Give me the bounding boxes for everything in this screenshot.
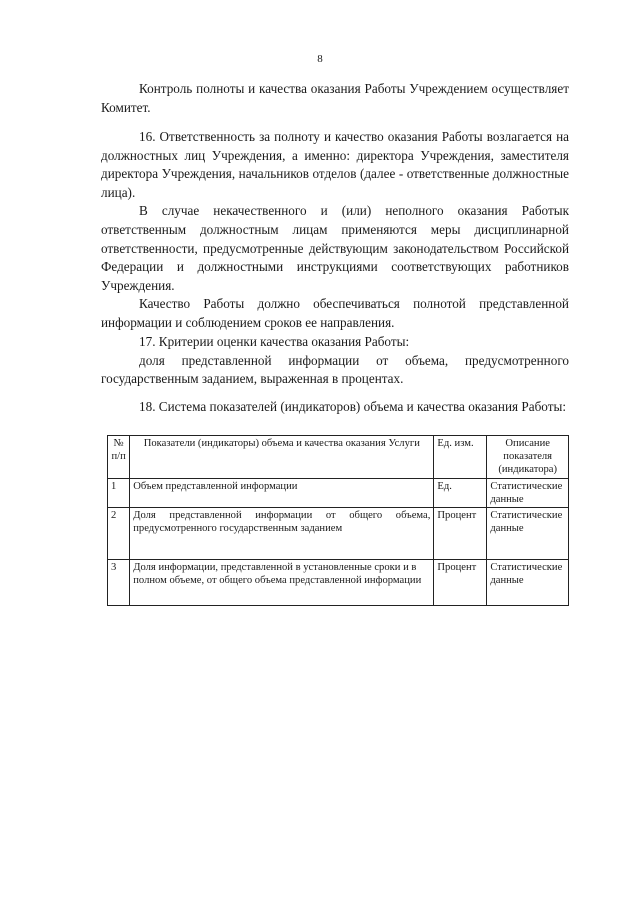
cell-description: Статистические данные — [487, 508, 569, 560]
table-row — [108, 508, 569, 560]
cell-indicator: Доля информации, представленной в установленные сроки и в полном объеме, от общего объема представленной информации — [130, 560, 434, 606]
page-number: 8 — [317, 53, 323, 65]
cell-num: 2 — [108, 508, 130, 560]
header-indicator: Показатели (индикаторы) объема и качества оказания Услуги — [130, 436, 434, 479]
header-description: Описание показателя (индикатора) — [487, 436, 569, 479]
paragraph-17-body: доля представленной информации от объема, предусмотренного государственным заданием, выраженная в процентах. — [101, 352, 569, 387]
cell-description: Статистические данные — [487, 560, 569, 606]
paragraph-16: 16. Ответственность за полноту и качество оказания Работы возлагается на должностных лиц Учреждения, а именно: директора Учреждения, заместителя директора Учреждения, начальников отделов (далее - ответственные должностные лица). — [101, 129, 569, 200]
section-18 — [101, 398, 569, 417]
paragraph-18: 18. Система показателей (индикаторов) объема и качества оказания Работы: — [139, 399, 566, 414]
cell-indicator: Объем представленной информации — [130, 478, 434, 507]
cell-description: Статистические данные — [487, 478, 569, 507]
indicators-table — [107, 435, 569, 606]
table-row — [108, 560, 569, 606]
cell-unit: Процент — [434, 560, 487, 606]
table-header-row — [108, 436, 569, 479]
cell-unit: Ед. — [434, 478, 487, 507]
table-row — [108, 478, 569, 507]
section-16 — [101, 128, 569, 333]
header-unit: Ед. изм. — [434, 436, 487, 479]
paragraph-16-liability: В случае некачественного и (или) неполного оказания Работык ответственным должностным лицам применяются меры дисциплинарной ответственности, предусмотренные действующим законодательством Российской Федерации и должностными инструкциями соответствующих работников Учреждения. — [101, 203, 569, 293]
section-17 — [101, 333, 569, 389]
header-num: № п/п — [108, 436, 130, 479]
indicators-table-wrap — [107, 435, 569, 606]
cell-indicator: Доля представленной информации от общего объема, предусмотренного государственным заданием — [130, 508, 434, 560]
paragraph-control-text: Контроль полноты и качества оказания Работы Учреждением осуществляет Комитет. — [101, 81, 569, 115]
cell-num: 1 — [108, 478, 130, 507]
paragraph-control — [101, 80, 569, 117]
cell-unit: Процент — [434, 508, 487, 560]
cell-num: 3 — [108, 560, 130, 606]
paragraph-17-title: 17. Критерии оценки качества оказания Работы: — [139, 334, 410, 349]
paragraph-16-quality: Качество Работы должно обеспечиваться полнотой представленной информации и соблюдением сроков ее направления. — [101, 296, 569, 330]
